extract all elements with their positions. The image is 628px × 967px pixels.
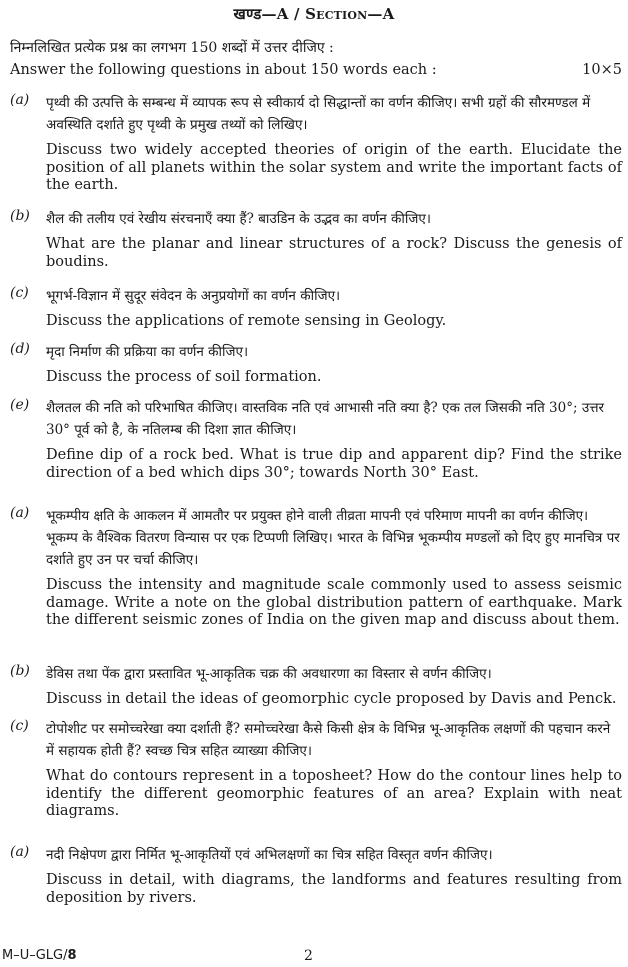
paper-code-number: 8 — [67, 948, 77, 963]
question-hindi: भूकम्पीय क्षति के आकलन में आमतौर पर प्रयुक्त होने वाली तीव्रता मापनी एवं परिमाण मापनी का वर्णन कीजिए। भूकम्प के वैश्विक वितरण विन्यास पर एक टिप्पणी लिखिए। भारत के विभिन्न भूकम्पीय मण्डलों को दिए हुए मानचित्र पर दर्शाते हुए उन पर चर्चा कीजिए। — [46, 508, 620, 568]
question-hindi: मृदा निर्माण की प्रक्रिया का वर्णन कीजिए। — [46, 344, 249, 360]
marks-label: 10×5 — [582, 62, 622, 78]
question-3a — [10, 844, 622, 907]
question-english: Define dip of a rock bed. What is true dip and apparent dip? Find the strike direction of a bed which dips 30°; towards North 30° East. — [46, 447, 622, 481]
question-english: Discuss in detail, with diagrams, the landforms and features resulting from deposition by rivers. — [46, 872, 622, 906]
question-hindi: भूगर्भ-विज्ञान में सुदूर संवेदन के अनुप्रयोगों का वर्णन कीजिए। — [46, 288, 341, 304]
section-heading-hindi: खण्ड—A — [233, 5, 289, 23]
question-english: What do contours represent in a toposheet? How do the contour lines help to identify the different geomorphic features of an area? Explain with neat diagrams. — [46, 768, 622, 819]
question-label: (d) — [10, 341, 30, 357]
instructions-hindi: निम्नलिखित प्रत्येक प्रश्न का लगभग 150 शब्दों में उत्तर दीजिए : — [10, 40, 334, 56]
instructions-english: Answer the following questions in about 150 words each : — [10, 62, 437, 78]
question-1d — [10, 341, 622, 387]
question-label: (c) — [10, 285, 29, 301]
instructions-english-row — [10, 62, 622, 78]
page-number: 2 — [304, 948, 313, 964]
paper-code-prefix: M–U–GLG/ — [2, 948, 68, 963]
paper-code — [2, 948, 77, 963]
question-1b — [10, 208, 622, 271]
question-label: (a) — [10, 505, 30, 521]
question-label: (c) — [10, 718, 29, 734]
question-english: Discuss the process of soil formation. — [46, 369, 322, 385]
question-label: (a) — [10, 844, 30, 860]
question-hindi: शैलतल की नति को परिभाषित कीजिए। वास्तविक नति एवं आभासी नति क्या है? एक तल जिसकी नति 30°; उत्तर 30° पूर्व को है, के नतिलम्ब की दिशा ज्ञात कीजिए। — [46, 400, 605, 438]
section-heading-separator: / — [288, 5, 306, 23]
question-hindi: शैल की तलीय एवं रेखीय संरचनाएँ क्या हैं? बाउडिन के उद्भव का वर्णन कीजिए। — [46, 211, 431, 227]
question-hindi: डेविस तथा पेंक द्वारा प्रस्तावित भू-आकृतिक चक्र की अवधारणा का विस्तार से वर्णन कीजिए। — [46, 666, 492, 682]
question-label: (e) — [10, 397, 30, 413]
question-1a — [10, 92, 622, 195]
question-label: (b) — [10, 663, 30, 679]
question-english: What are the planar and linear structures of a rock? Discuss the genesis of boudins. — [46, 236, 622, 270]
question-hindi: पृथ्वी की उत्पत्ति के सम्बन्ध में व्यापक रूप से स्वीकार्य दो सिद्धान्तों का वर्णन कीजिए। सभी ग्रहों की सौरमण्डल में अवस्थिति दर्शाते हुए पृथ्वी के प्रमुख तथ्यों को लिखिए। — [46, 95, 591, 133]
question-label: (a) — [10, 92, 30, 108]
question-1e — [10, 397, 622, 482]
question-english: Discuss the intensity and magnitude scale commonly used to assess seismic damage. Write a note on the global distribution pattern of earthquake. Mark the different seismic zones of India on the given map and discuss about them. — [46, 577, 622, 628]
question-2b — [10, 663, 622, 709]
question-english: Discuss the applications of remote sensing in Geology. — [46, 313, 447, 329]
question-english: Discuss two widely accepted theories of origin of the earth. Elucidate the position of all planets within the solar system and write the important facts of the earth. — [46, 142, 622, 193]
question-2c — [10, 718, 622, 821]
question-hindi: नदी निक्षेपण द्वारा निर्मित भू-आकृतियों एवं अभिलक्षणों का चित्र सहित विस्तृत वर्णन कीजिए। — [46, 847, 493, 863]
question-label: (b) — [10, 208, 30, 224]
question-english: Discuss in detail the ideas of geomorphic cycle proposed by Davis and Penck. — [46, 691, 617, 707]
question-2a — [10, 505, 622, 630]
section-heading-english: Section—A — [305, 5, 395, 23]
section-heading — [0, 4, 628, 24]
question-hindi: टोपोशीट पर समोच्चरेखा क्या दर्शाती हैं? समोच्चरेखा कैसे किसी क्षेत्र के विभिन्न भू-आकृतिक लक्षणों की पहचान करने में सहायक होती हैं? स्वच्छ चित्र सहित व्याख्या कीजिए। — [46, 721, 611, 759]
question-1c — [10, 285, 622, 331]
